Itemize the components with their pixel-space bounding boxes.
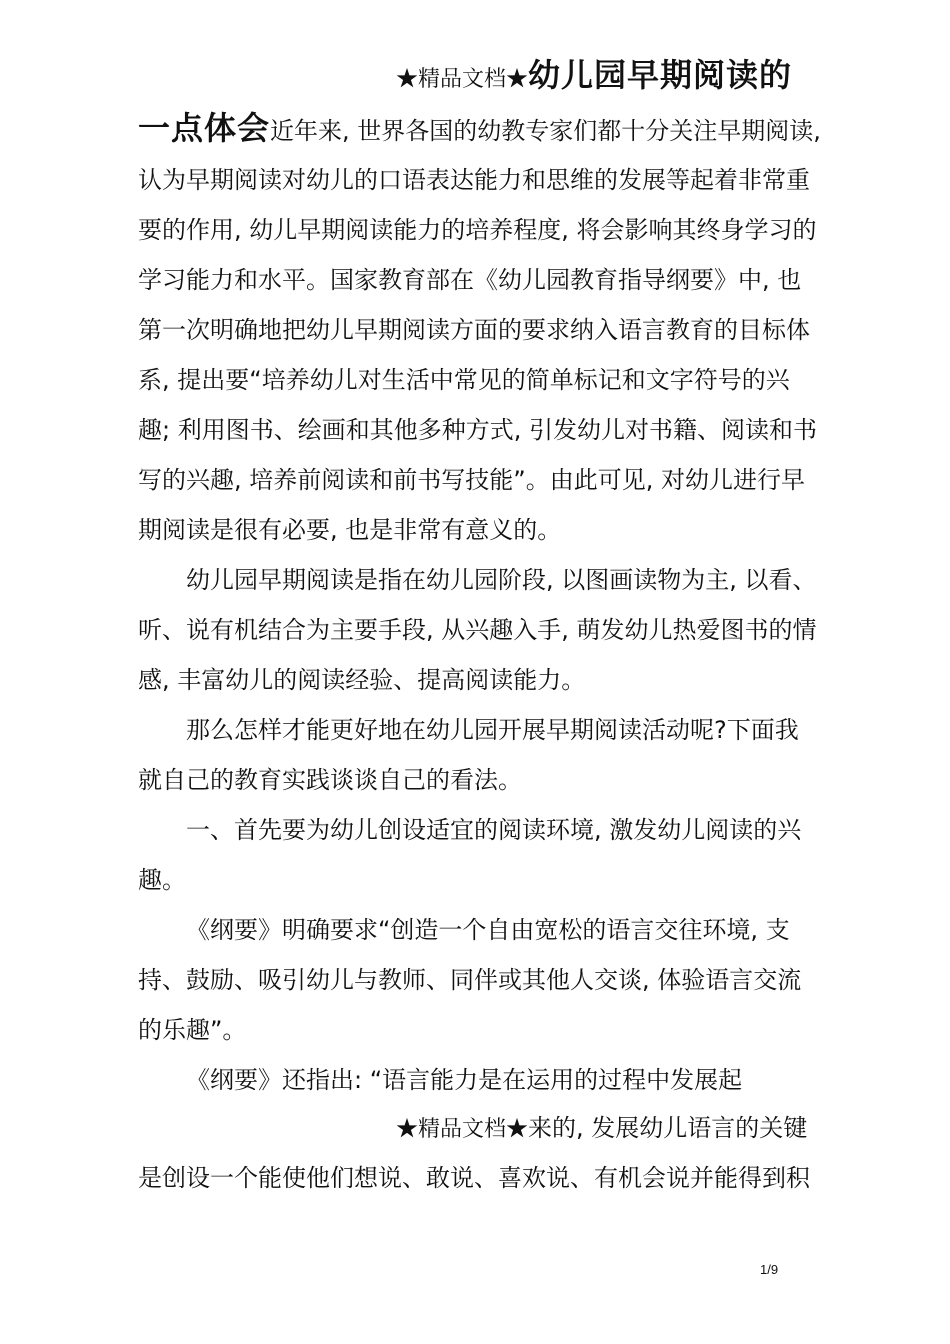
- paragraph3-line: 那么怎样才能更好地在幼儿园开展早期阅读活动呢?下面我: [186, 716, 799, 744]
- paragraph1-text: 近年来, 世界各国的幼教专家们都十分关注早期阅读,: [270, 117, 821, 145]
- paragraph5-line: 是创设一个能使他们想说、敢说、喜欢说、有机会说并能得到积: [138, 1164, 810, 1192]
- document-header: [396, 55, 836, 100]
- paragraph4-line: 《纲要》明确要求“创造一个自由宽松的语言交往环境, 支: [186, 916, 790, 944]
- paragraph1-line: 认为早期阅读对幼儿的口语表达能力和思维的发展等起着非常重: [138, 166, 810, 194]
- document-title-part2: 一点体会: [138, 109, 271, 147]
- repeat-badge: ★精品文档★: [396, 1117, 529, 1142]
- paragraph1-line: 学习能力和水平。国家教育部在《幼儿园教育指导纲要》中, 也: [138, 266, 802, 294]
- paragraph1-line1: [138, 108, 838, 151]
- paragraph2-line: 幼儿园早期阅读是指在幼儿园阶段, 以图画读物为主, 以看、: [186, 566, 817, 594]
- paragraph1-line: 系, 提出要“培养幼儿对生活中常见的简单标记和文字符号的兴: [138, 366, 790, 394]
- paragraph1-line: 趣; 利用图书、绘画和其他多种方式, 引发幼儿对书籍、阅读和书: [138, 416, 817, 444]
- paragraph1-line: 第一次明确地把幼儿早期阅读方面的要求纳入语言教育的目标体: [138, 316, 810, 344]
- document-title-part1: 幼儿园早期阅读的: [528, 56, 793, 94]
- paragraph2-line: 感, 丰富幼儿的阅读经验、提高阅读能力。: [138, 666, 586, 694]
- paragraph5-line: 《纲要》还指出: “语言能力是在运用的过程中发展起: [186, 1066, 743, 1094]
- paragraph2-line: 听、说有机结合为主要手段, 从兴趣入手, 萌发幼儿热爱图书的情: [138, 616, 817, 644]
- paragraph4-line: 的乐趣”。: [138, 1016, 247, 1044]
- paragraph1-line: 要的作用, 幼儿早期阅读能力的培养程度, 将会影响其终身学习的: [138, 216, 817, 244]
- paragraph1-line: 期阅读是很有必要, 也是非常有意义的。: [138, 516, 562, 544]
- section1-heading-line: 一、首先要为幼儿创设适宜的阅读环境, 激发幼儿阅读的兴: [186, 816, 802, 844]
- paragraph1-line: 写的兴趣, 培养前阅读和前书写技能”。由此可见, 对幼儿进行早: [138, 466, 805, 494]
- paragraph4-line: 持、鼓励、吸引幼儿与教师、同伴或其他人交谈, 体验语言交流: [138, 966, 802, 994]
- paragraph3-line: 就自己的教育实践谈谈自己的看法。: [138, 766, 522, 794]
- page-number: 1/9: [760, 1262, 779, 1277]
- paragraph5-text: 来的, 发展幼儿语言的关键: [528, 1114, 808, 1142]
- header-badge: ★精品文档★: [396, 67, 529, 92]
- section1-heading-line: 趣。: [138, 866, 186, 894]
- paragraph5-line: [396, 1112, 836, 1146]
